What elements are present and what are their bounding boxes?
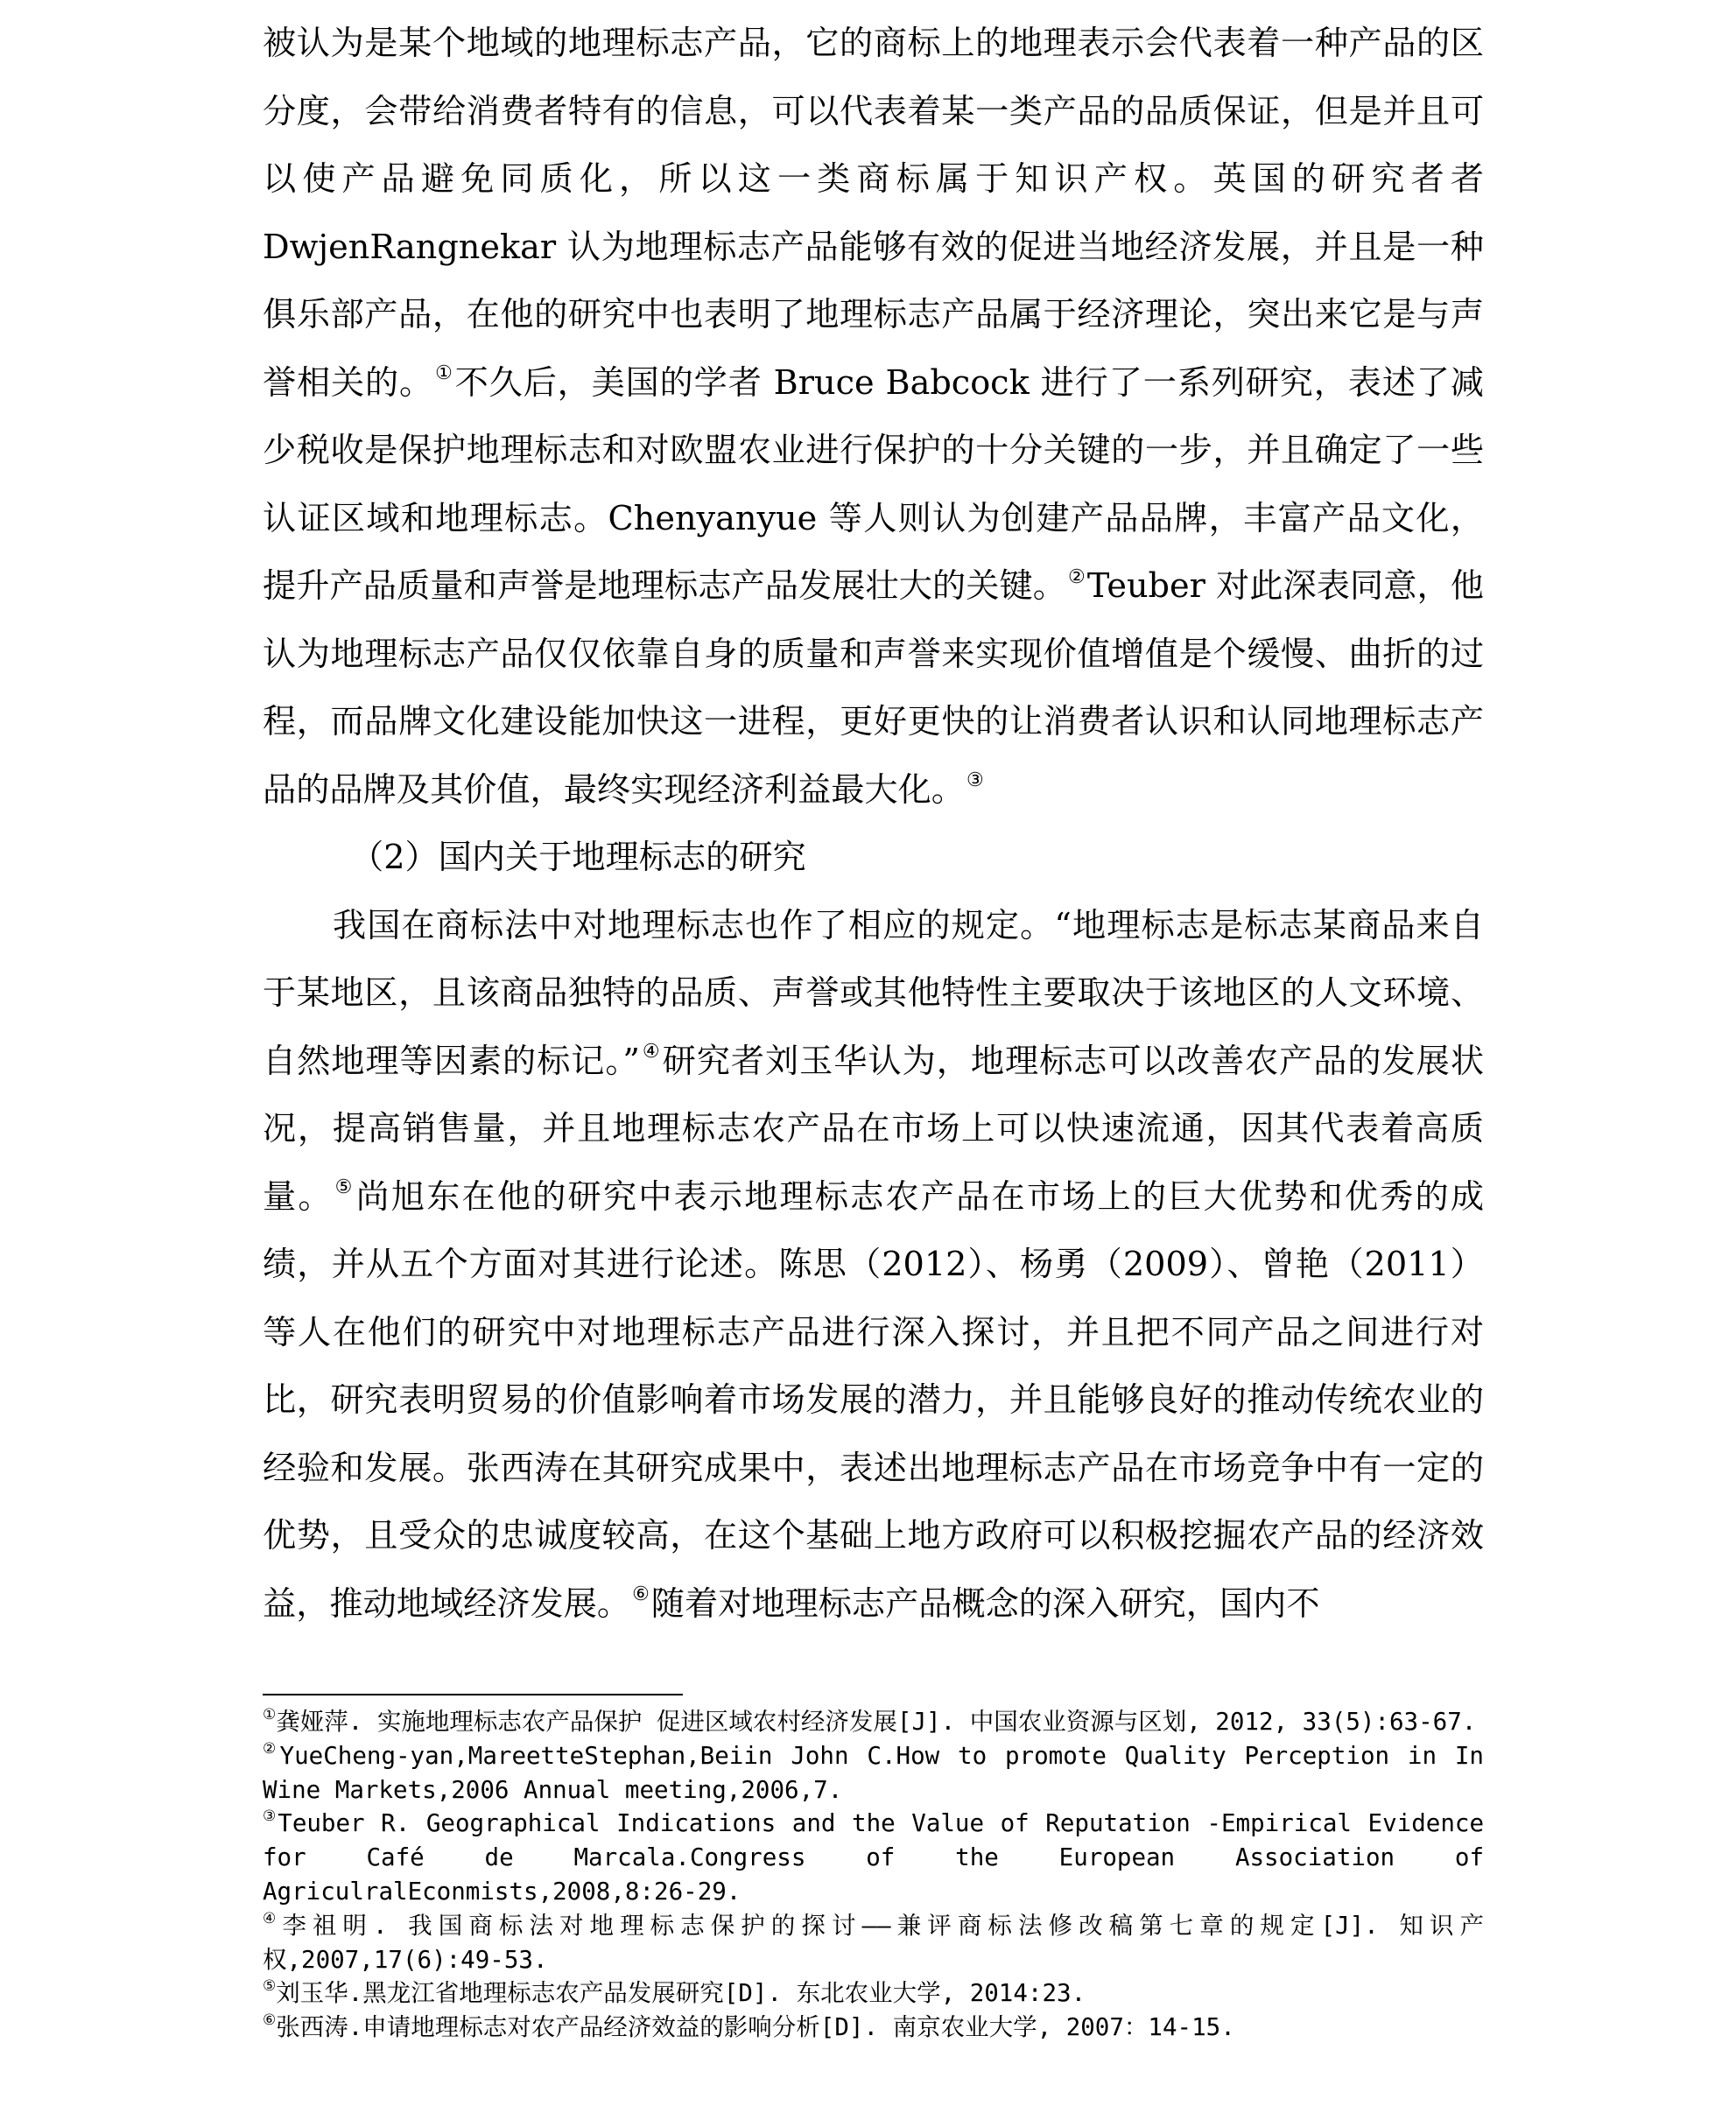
footnote-3 bbox=[263, 1807, 1484, 1908]
footnote-text: 李祖明. 我国商标法对地理标志保护的探讨——兼评商标法修改稿第七章的规定[J]. 知识产权,2007,17(6):49-53. bbox=[263, 1911, 1484, 1974]
footnote-ref-1[interactable]: ① bbox=[435, 362, 453, 384]
footnote-ref-5[interactable]: ⑤ bbox=[334, 1176, 355, 1198]
footnote-6 bbox=[263, 2011, 1484, 2045]
paragraph-text: 不久后，美国的学者 Bruce Babcock 进行了一系列研究，表述了减少税收是保护地理标志和对欧盟农业进行保护的十分关键的一步，并且确定了一些认证区域和地理标志。Chenyanyue 等人则认为创建产品品牌，丰富产品文化，提升产品质量和声誉是地理标志产品发展壮大的关键。 bbox=[263, 363, 1484, 606]
footnote-text: Teuber R. Geographical Indications and the Value of Reputation -Empirical Evidence for Café de Marcala.Congress of the European Association of AgriculralEconmists,2008,8:26-29. bbox=[263, 1809, 1485, 1906]
footnote-ref-6[interactable]: ⑥ bbox=[632, 1583, 650, 1605]
footnote-ref-2[interactable]: ② bbox=[1068, 565, 1086, 588]
main-text bbox=[263, 11, 1484, 1639]
paragraph-text: 被认为是某个地域的地理标志产品，它的商标上的地理表示会代表着一种产品的区分度，会带给消费者特有的信息，可以代表着某一类产品的品质保证，但是并且可以使产品避免同质化，所以这一类商标属于知识产权。英国的研究者者DwjenRangnekar 认为地理标志产品能够有效的促进当地经济发展，并且是一种俱乐部产品，在他的研究中也表明了地理标志产品属于经济理论，突出来它是与声誉相关的。 bbox=[263, 25, 1484, 403]
footnote-mark: ⑤ bbox=[263, 1977, 277, 1996]
footnote-mark: ② bbox=[263, 1739, 280, 1758]
footnote-mark: ⑥ bbox=[263, 2011, 277, 2030]
footnote-text: 龚娅萍. 实施地理标志农产品保护 促进区域农村经济发展[J]. 中国农业资源与区划, 2012, 33(5):63-67. bbox=[276, 1708, 1477, 1736]
section-subheading: （2）国内关于地理标志的研究 bbox=[350, 839, 806, 877]
footnote-mark: ① bbox=[263, 1706, 277, 1724]
footnote-ref-3[interactable]: ③ bbox=[966, 769, 984, 791]
footnote-text: 刘玉华.黑龙江省地理标志农产品发展研究[D]. 东北农业大学, 2014:23. bbox=[276, 1979, 1086, 2008]
paragraph-text: 尚旭东在他的研究中表示地理标志农产品在市场上的巨大优势和优秀的成绩，并从五个方面对其进行论述。陈思（2012）、杨勇（2009）、曾艳（2011）等人在他们的研究中对地理标志产品进行深入探讨，并且把不同产品之间进行对比，研究表明贸易的价值影响着市场发展的潜力，并且能够良好的推动传统农业的经验和发展。张西涛在其研究成果中，表述出地理标志产品在市场竞争中有一定的优势，且受众的忠诚度较高，在这个基础上地方政府可以积极挖掘农产品的经济效益，推动地域经济发展。 bbox=[263, 1177, 1485, 1624]
paragraph-text: 随着对地理标志产品概念的深入研究，国内不 bbox=[650, 1584, 1320, 1624]
footnote-4 bbox=[263, 1909, 1484, 1977]
footnote-text: 张西涛.申请地理标志对农产品经济效益的影响分析[D]. 南京农业大学, 2007：14-15. bbox=[276, 2013, 1235, 2042]
footnote-separator bbox=[263, 1694, 683, 1695]
footnote-ref-4[interactable]: ④ bbox=[641, 1041, 661, 1063]
paragraph-text: 研究者刘玉华认为，地理标志可以改善农产品的发展状况，提高销售量，并且地理标志农产品在市场上可以快速流通，因其代表着高质量。 bbox=[263, 1042, 1485, 1217]
paragraph-text: 我国在商标法中对地理标志也作了相应的规定。“地理标志是标志某商品来自于某地区，且该商品独特的品质、声誉或其他特性主要取决于该地区的人文环境、自然地理等因素的标记。” bbox=[263, 906, 1484, 1081]
footnote-5 bbox=[263, 1976, 1484, 2011]
footnote-text: YueCheng-yan,MareetteStephan,Beiin John C.How to promote Quality Perception in In Wine Markets,2006 Annual meeting,2006,7. bbox=[263, 1741, 1484, 1804]
footnotes bbox=[263, 1705, 1484, 2045]
footnote-2 bbox=[263, 1739, 1484, 1808]
footnote-mark: ④ bbox=[263, 1909, 283, 1927]
footnote-mark: ③ bbox=[263, 1808, 278, 1826]
paragraph-domestic-research bbox=[263, 893, 1484, 1639]
paragraph-foreign-research-continued bbox=[263, 11, 1484, 825]
paragraph-text: Teuber 对此深表同意，他认为地理标志产品仅仅依靠自身的质量和声誉来实现价值增值是个缓慢、曲折的过程，而品牌文化建设能加快这一进程，更好更快的让消费者认识和认同地理标志产品的品牌及其价值，最终实现经济利益最大化。 bbox=[263, 567, 1484, 810]
footnote-1 bbox=[263, 1705, 1484, 1739]
